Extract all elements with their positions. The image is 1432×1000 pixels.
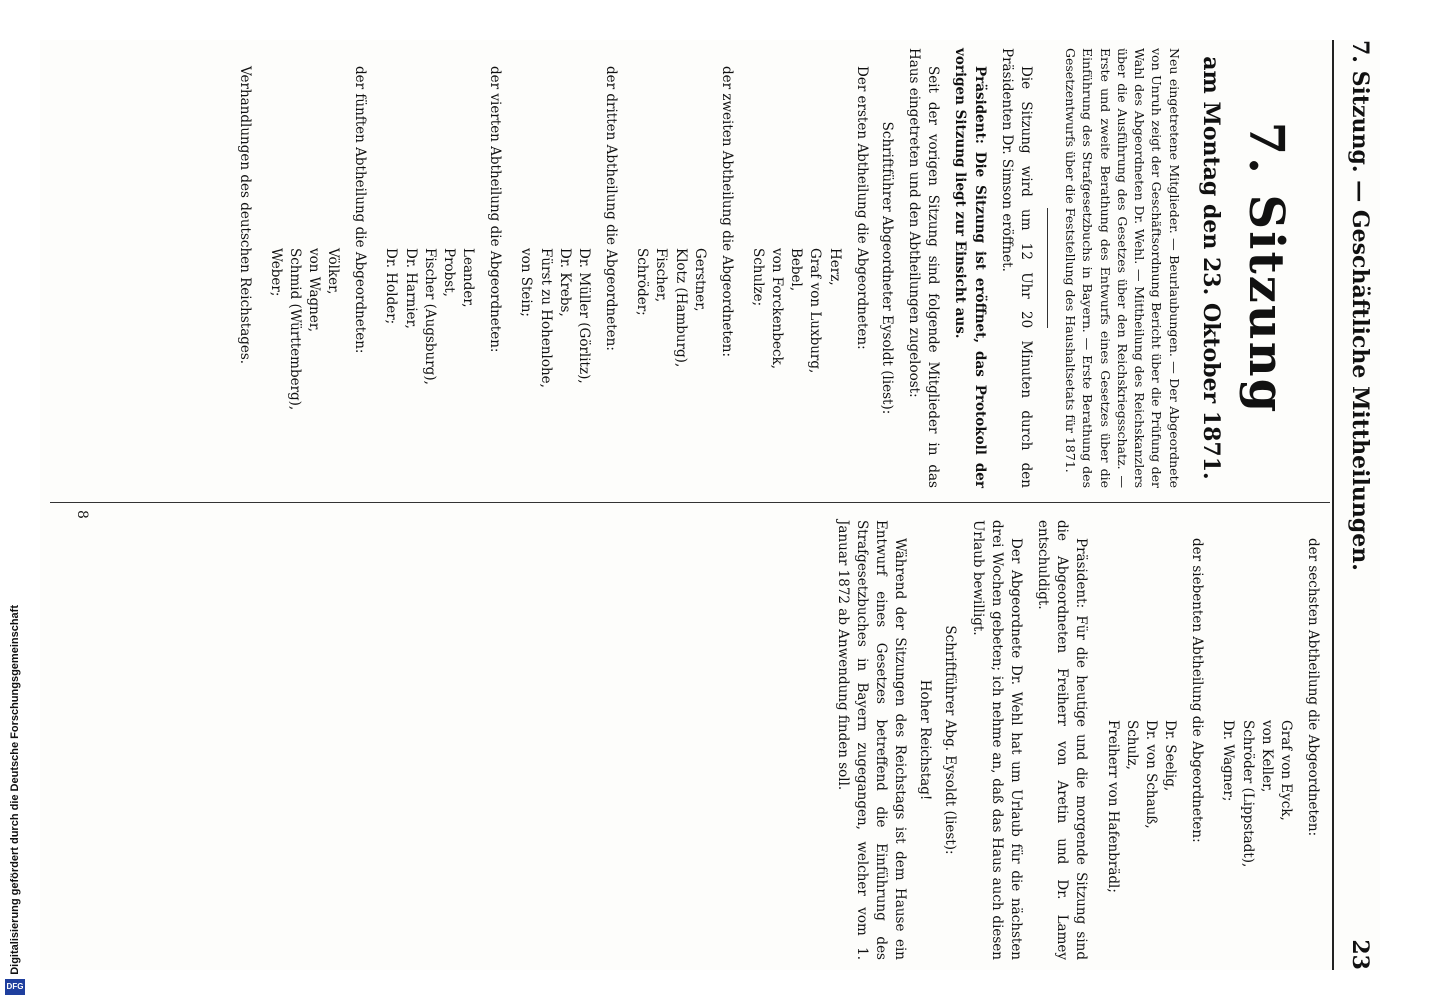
member-name: Bebel, — [788, 248, 805, 292]
member-names — [1102, 720, 1179, 960]
division-label: der siebenten Abtheilung die Abgeordneten: — [1189, 538, 1206, 843]
running-head — [1340, 40, 1380, 970]
president-opening: Präsident: Die Sitzung ist eröffnet, das Protokoll der vorigen Sitzung liegt zur Einsicht aus. — [952, 48, 988, 488]
member-name: Leander, — [460, 248, 477, 308]
member-name: Dr. von Schauß, — [1142, 720, 1159, 829]
member-name: Freiherr von Hafenbrädl; — [1104, 720, 1121, 893]
member-name: Graf von Eyck, — [1277, 720, 1294, 821]
signature-number: 8 — [74, 510, 90, 519]
divisions-list — [266, 48, 871, 488]
page-number: 23 — [1347, 939, 1373, 970]
dfg-logo-icon: DFG — [5, 979, 25, 995]
secretary-line: Schriftführer Abgeordneter Eysoldt (liest): — [878, 121, 895, 415]
member-name: Fürst zu Hohenlohe, — [537, 248, 554, 388]
division-block — [1102, 520, 1206, 960]
division-block — [1218, 520, 1322, 960]
member-name: Völker, — [325, 248, 342, 295]
letter-body: Während der Sitzungen des Reichstags ist dem Hause ein Entwurf eines Gesetzes betreffend die Einführung des Strafgesetzbuches in Bayern zugegangen, welcher vom 1. Januar 1872 ab Anwendung finden soll. — [834, 520, 909, 960]
member-name: von Keller, — [1258, 720, 1275, 793]
member-name: Schröder (Lippstadt), — [1239, 720, 1256, 868]
member-name: Dr. Müller (Görlitz), — [575, 248, 592, 384]
session-date: am Montag den 23. Oktober 1871. — [1197, 56, 1224, 480]
member-name: von Stein; — [518, 248, 535, 317]
header-rule — [1332, 40, 1334, 970]
division-label: der vierten Abtheilung die Abgeordneten: — [487, 66, 504, 353]
division-label: der zweiten Abtheilung die Abgeordneten: — [718, 66, 735, 358]
member-name: Probst, — [440, 248, 457, 297]
digitization-notice — [2, 605, 28, 995]
left-column — [226, 48, 1322, 488]
secretary-line-2: Schriftführer Abg. Eysoldt (liest): — [942, 625, 959, 855]
session-title: 7. Sitzung — [1238, 121, 1294, 415]
proceedings-footer: Verhandlungen des deutschen Reichstages. — [236, 66, 253, 365]
divisions-list-continued — [1102, 520, 1322, 960]
member-name: von Wagner, — [306, 248, 323, 333]
member-name: Gerstner, — [691, 248, 708, 312]
division-label: Der ersten Abtheilung die Abgeordneten: — [853, 66, 870, 350]
opening-paragraph: Die Sitzung wird um 12 Uhr 20 Minuten durch den Präsidenten Dr. Simson eröffnet. — [998, 48, 1034, 488]
member-name: Klotz (Hamburg), — [672, 248, 689, 368]
right-column — [825, 520, 1322, 960]
digitization-text: Digitalisierung gefördert durch die Deutsche Forschungsgemeinschaft — [9, 605, 21, 975]
division-block — [632, 48, 736, 488]
division-block — [516, 48, 620, 488]
division-block — [748, 48, 871, 488]
member-name: Schröder; — [634, 248, 651, 316]
division-label: der sechsten Abtheilung die Abgeordneten: — [1305, 538, 1321, 837]
member-name: Schulze; — [749, 248, 766, 307]
member-name: von Forckenbeck, — [769, 248, 786, 370]
member-name: Schulz, — [1123, 720, 1140, 770]
session-summary: Neu eingetretene Mitglieder. — Beurlaubungen. — Der Abgeordnete von Unruh zeigt der Geschäftsordnung Bericht über die Prüfung der Wahl des Abgeordneten Dr. Wehl. — Mittheilung des Reichskanzlers über die Ausführung des Gesetzes über den Reichskriegsschatz. — Erste und zweite Berathung des Entwurfs eines Gesetzes über die Einführung des Strafgesetzbuchs in Bayern. — Erste Berathung des Gesetzentwurfs über die Feststellung des Haushaltsetats für 1871. — [1063, 48, 1182, 488]
member-name: Graf von Luxburg, — [807, 248, 824, 374]
member-name: Dr. Wagner; — [1220, 720, 1237, 802]
member-name: Dr. Holder; — [383, 248, 400, 325]
division-block — [266, 48, 370, 488]
member-name: Fischer (Augsburg), — [421, 248, 438, 385]
new-members-paragraph: Seit der vorigen Sitzung sind folgende Mitglieder in das Haus eingetreten und den Abtheilungen zugeloost: — [906, 48, 942, 488]
member-names — [748, 248, 844, 488]
member-names — [381, 248, 477, 488]
member-names — [516, 248, 593, 488]
division-label: der fünften Abtheilung die Abgeordneten: — [352, 66, 369, 354]
member-name: Dr. Harnier, — [402, 248, 419, 329]
member-name: Dr. Krebs, — [556, 248, 573, 317]
division-label: der dritten Abtheilung die Abgeordneten: — [603, 66, 620, 351]
president-leave: Der Abgeordnete Dr. Wehl hat um Urlaub für die nächsten drei Wochen gebeten; ich nehme an, daß das Haus auch diesen Urlaub bewilligt. — [969, 520, 1024, 960]
division-block — [381, 48, 504, 488]
member-name: Weber; — [267, 248, 284, 297]
section-divider — [1047, 208, 1048, 328]
member-names — [266, 248, 343, 488]
member-name: Herz, — [826, 248, 843, 286]
member-names — [1218, 720, 1295, 960]
running-head-title: 7. Sitzung. — Geschäftliche Mittheilungen. — [1347, 40, 1373, 571]
member-name: Fischer, — [653, 248, 670, 303]
member-name: Schmid (Württemberg), — [286, 248, 303, 411]
member-names — [632, 248, 709, 488]
scanned-page — [40, 40, 1380, 970]
member-name: Dr. Seelig, — [1162, 720, 1179, 792]
president-excuses: Präsident: Für die heutige und die morgende Sitzung sind die Abgeordneten Freiherr von Aretin und Dr. Lamey entschuldigt. — [1035, 520, 1090, 960]
column-rule — [50, 502, 1330, 503]
address-line: Hoher Reichstag! — [917, 679, 934, 801]
